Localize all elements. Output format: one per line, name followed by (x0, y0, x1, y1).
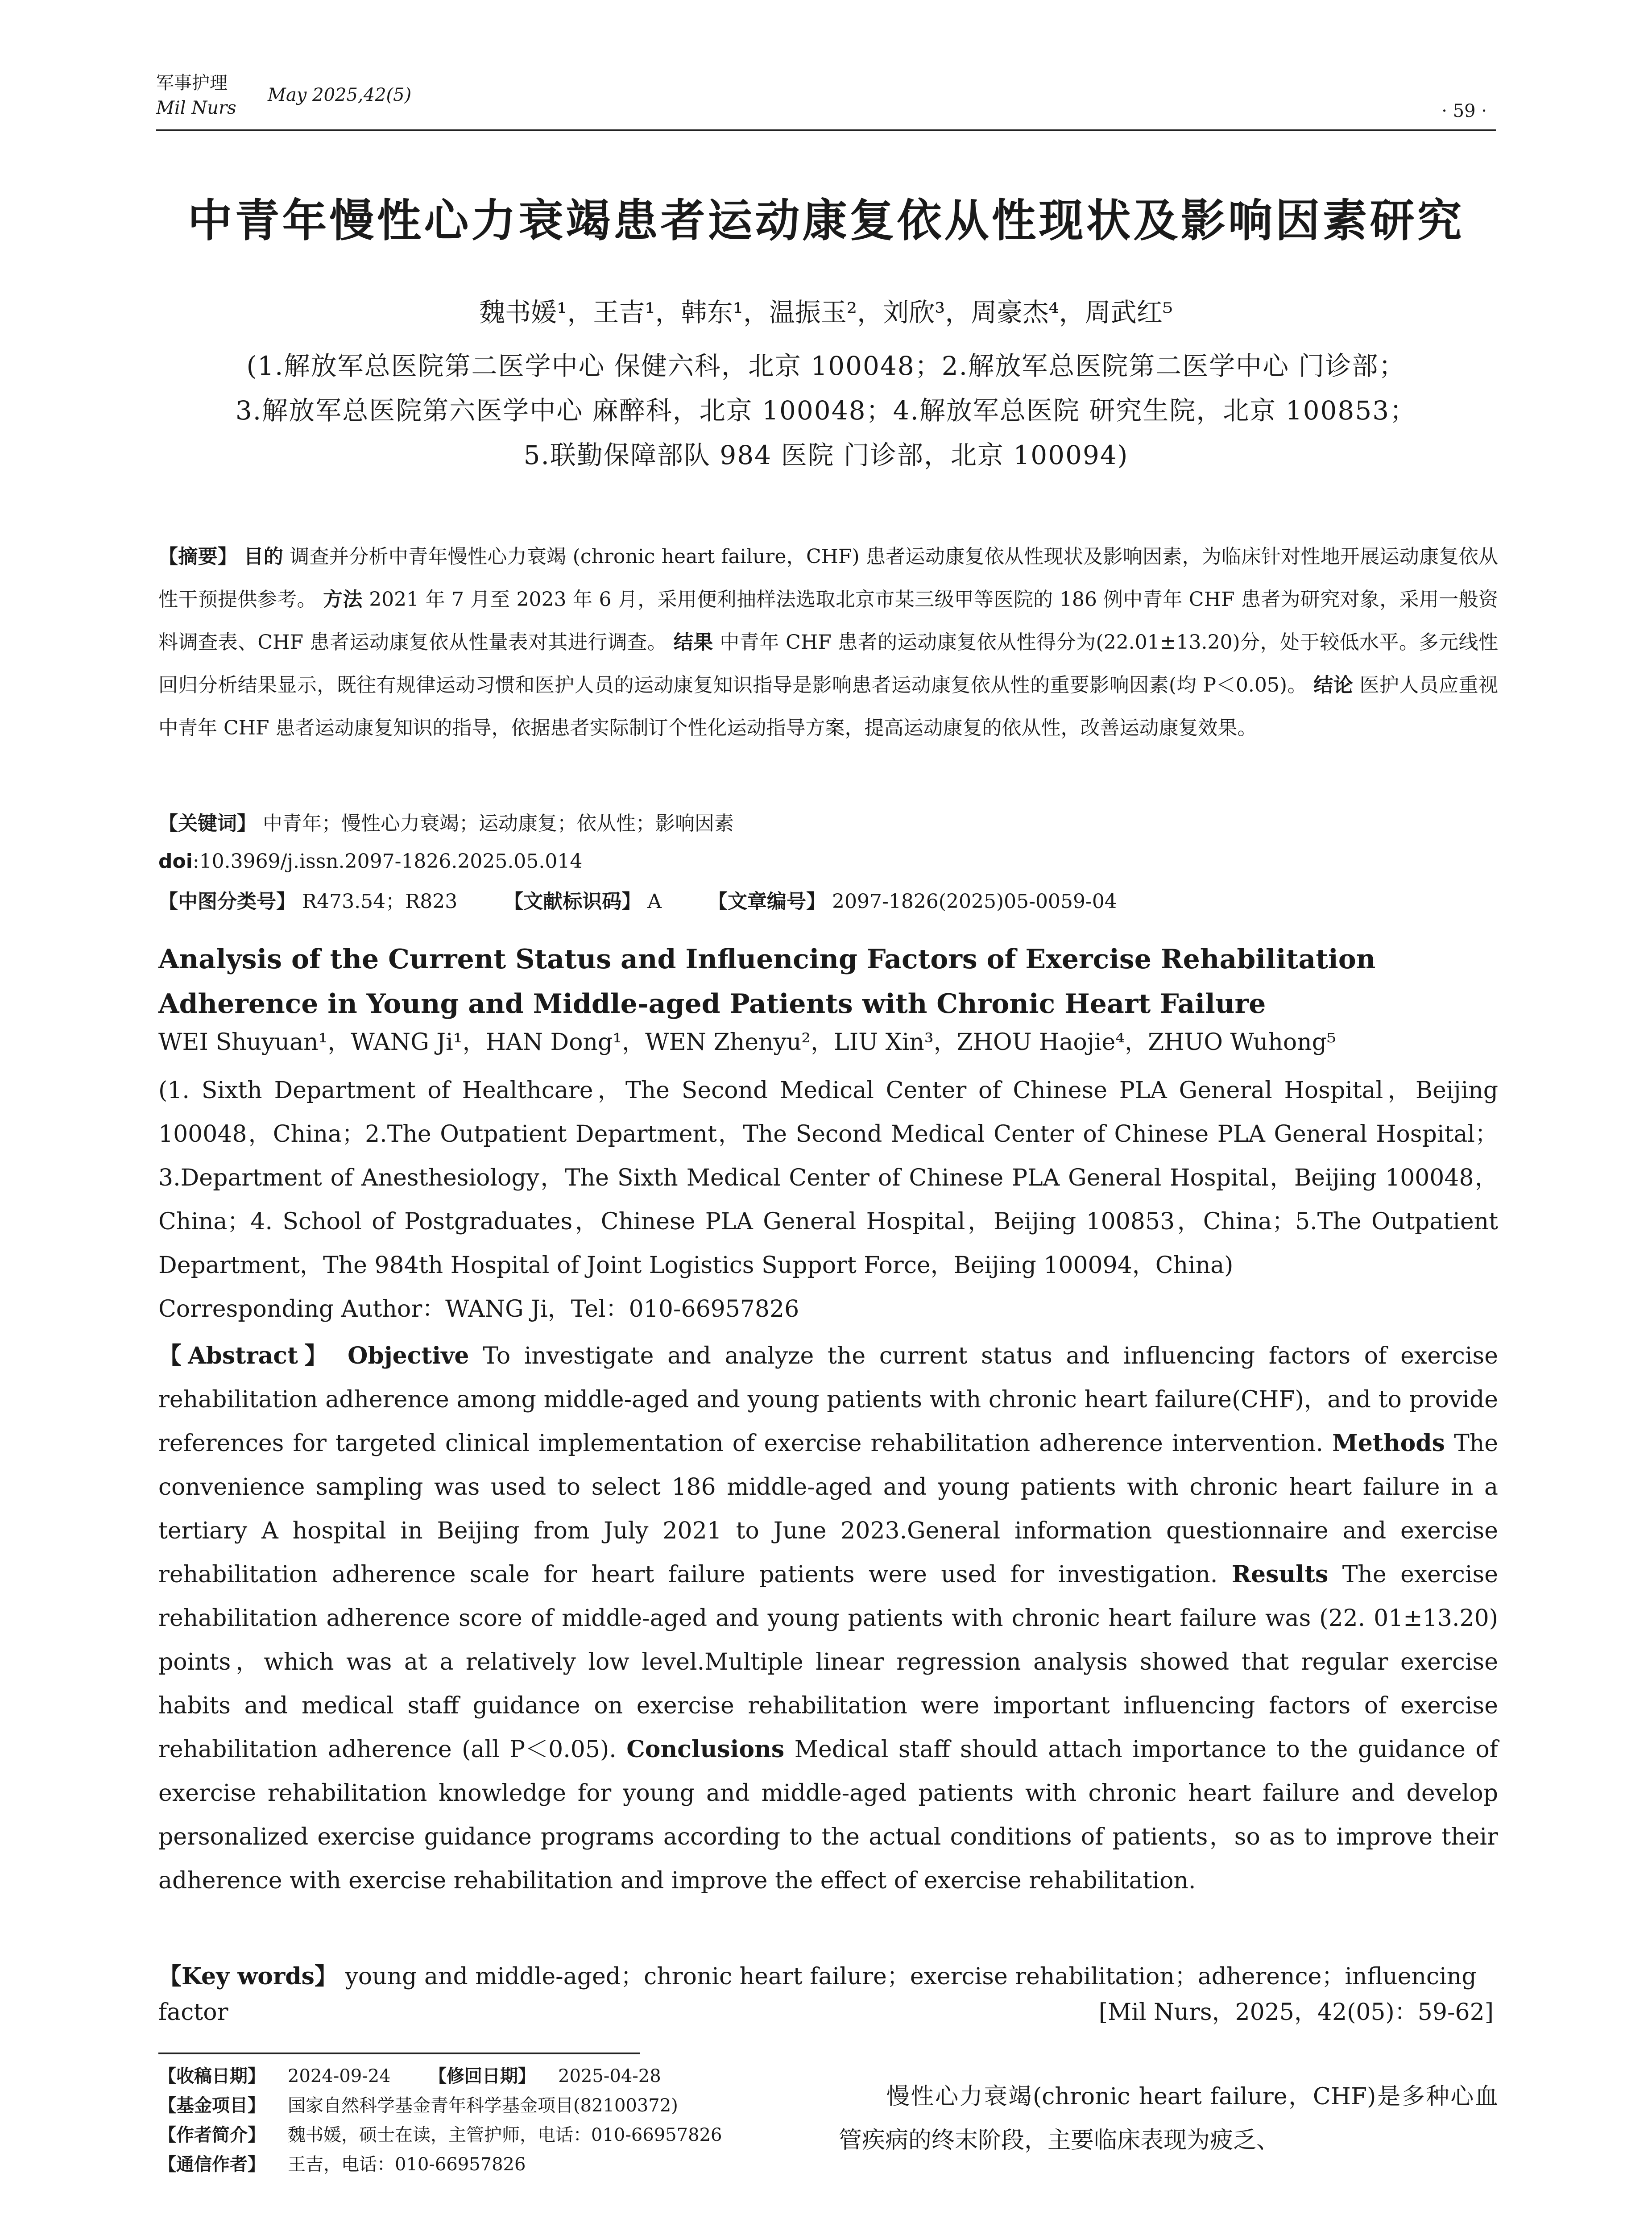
affiliation-line: 3.解放军总医院第六医学中心 麻醉科，北京 100048；4.解放军总医院 研究生院，北京 100853； (235, 395, 1417, 426)
doi-link[interactable]: :10.3969/j.issn.2097-1826.2025.05.014 (192, 850, 583, 873)
english-authors: WEI Shuyuan¹，WANG Ji¹，HAN Dong¹，WEN Zhenyu²，LIU Xin³，ZHOU Haojie⁴，ZHUO Wuhong⁵ (158, 1029, 1336, 1056)
english-affiliation (158, 1069, 1498, 1331)
doi-line (158, 846, 1498, 878)
clc-label: 【中图分类号】 (158, 890, 296, 913)
zh-methods: 2021 年 7 月至 2023 年 6 月，采用便利抽样法选取北京市某三级甲等医院的 186 例中青年 CHF 患者为研究对象，采用一般资料调查表、CHF 患者运动康复依从性量表对其进行调查。 (158, 588, 1498, 654)
footnote-rule (158, 2053, 640, 2054)
footnote-dates (158, 2061, 828, 2091)
author-bio-value: 魏书媛，硕士在读，主管护师，电话：010-66957826 (288, 2125, 722, 2145)
zh-keywords-text: 中青年；慢性心力衰竭；运动康复；依从性；影响因素 (263, 812, 734, 835)
footnote-funding (158, 2091, 828, 2120)
funding-value: 国家自然科学基金青年科学基金项目(82100372) (288, 2095, 678, 2116)
revised-label: 【修回日期】 (429, 2066, 536, 2086)
footnote-correspondence (158, 2150, 828, 2179)
english-abstract (158, 1334, 1498, 1903)
received-date: 2024-09-24 (288, 2066, 391, 2086)
zh-abstract-label: 【摘要】 (158, 545, 238, 568)
doi-label: doi (158, 850, 193, 873)
zh-conclusion: 医护人员应重视中青年 CHF 患者运动康复知识的指导，依据患者实际制订个性化运动指导方案，提高运动康复的依从性，改善运动康复效果。 (158, 674, 1498, 739)
affiliation-line: 5.联勤保障部队 984 医院 门诊部，北京 100094) (523, 440, 1129, 470)
body-text (839, 2075, 1498, 2162)
en-results-label: Results (1231, 1561, 1329, 1588)
en-abstract-label: 【Abstract】 (158, 1342, 334, 1369)
journal-name-zh: 军事护理 (156, 73, 228, 93)
zh-results: 中青年 CHF 患者的运动康复依从性得分为(22.01±13.20)分，处于较低水平。多元线性回归分析结果显示，既往有规律运动习惯和医护人员的运动康复知识指导是影响患者运动康复依从性的重要影响因素(均 P＜0.05)。 (158, 631, 1498, 697)
article-title: 中青年慢性心力衰竭患者运动康复依从性现状及影响因素研究 (187, 195, 1465, 247)
correspondence-value: 王吉，电话：010-66957826 (288, 2154, 526, 2175)
en-objective-label: Objective (348, 1342, 469, 1369)
affiliation-line: (1.解放军总医院第二医学中心 保健六科，北京 100048；2.解放军总医院第二医学中心 门诊部； (246, 351, 1406, 381)
en-conclusion-label: Conclusions (626, 1736, 785, 1763)
journal-name-en: Mil Nurs (156, 98, 236, 118)
classification-line (158, 886, 1498, 918)
author-bio-label: 【作者简介】 (158, 2125, 265, 2145)
zh-objective-label: 目的 (244, 545, 284, 568)
issue-info: May 2025,42(5) (268, 85, 412, 105)
footnote-author-bio (158, 2120, 828, 2150)
en-methods-label: Methods (1332, 1430, 1445, 1457)
zh-abstract (158, 535, 1498, 750)
en-keywords-text: young and middle-aged；chronic heart failure；exercise rehabilitation；adherence；influencing factor (158, 1963, 1477, 2026)
zh-conclusion-label: 结论 (1313, 674, 1354, 697)
author-list: 魏书媛¹，王吉¹，韩东¹，温振玉²，刘欣³，周豪杰⁴，周武红⁵ (479, 297, 1173, 328)
body-paragraph: 慢性心力衰竭(chronic heart failure，CHF)是多种心血管疾病的终末阶段，主要临床表现为疲乏、 (839, 2083, 1498, 2154)
funding-label: 【基金项目】 (158, 2095, 265, 2116)
article-no-value: 2097-1826(2025)05-0059-04 (832, 890, 1117, 913)
en-keywords-label: 【Key words】 (158, 1963, 338, 1990)
en-objective: To investigate and analyze the current status and influencing factors of exercise rehabilitation adherence among middle-aged and young patients with chronic heart failure(CHF)，and to provide references for targeted clinical implementation of exercise rehabilitation adherence intervention. (158, 1343, 1499, 1457)
english-title: Analysis of the Current Status and Influencing Factors of Exercise Rehabilitation Adherence in Young and Middle-aged Patients with Chronic Heart Failure (158, 944, 1376, 1020)
citation: [Mil Nurs，2025，42(05)：59-62] (1098, 1999, 1494, 2026)
article-no-label: 【文章编号】 (708, 890, 826, 913)
english-affiliation-text: (1. Sixth Department of Healthcare，The Second Medical Center of Chinese PLA General Hospital，Beijing 100048，China；2.The Outpatient Department，The Second Medical Center of Chinese PLA General Hospital；3.Department of Anesthesiology，The Sixth Medical Center of Chinese PLA General Hospital，Beijing 100048，China；4. School of Postgraduates，Chinese PLA General Hospital，Beijing 100853，China；5.The Outpatient Department，The 984th Hospital of Joint Logistics Support Force，Beijing 100094，China) (158, 1077, 1498, 1279)
journal-name (156, 70, 236, 120)
footnotes (158, 2061, 828, 2179)
revised-date: 2025-04-28 (558, 2066, 661, 2086)
affiliations (152, 344, 1500, 477)
zh-objective: 调查并分析中青年慢性心力衰竭 (chronic heart failure，CHF) 患者运动康复依从性现状及影响因素，为临床针对性地开展运动康复依从性干预提供参考。 (158, 545, 1498, 611)
en-results: The exercise rehabilitation adherence score of middle-aged and young patients with chronic heart failure was (22. 01±13.20) points，which was at a relatively low level.Multiple linear regression analysis showed that regular exercise habits and medical staff guidance on exercise rehabilitation were important influencing factors of exercise rehabilitation adherence (all P＜0.05). (158, 1561, 1499, 1763)
zh-keywords-label: 【关键词】 (158, 812, 257, 835)
received-label: 【收稿日期】 (158, 2066, 265, 2086)
en-methods: The convenience sampling was used to select 186 middle-aged and young patients with chronic heart failure in a tertiary A hospital in Beijing from July 2021 to June 2023.General information questionnaire and exercise rehabilitation adherence scale for heart failure patients were used for investigation. (158, 1430, 1499, 1588)
zh-results-label: 结果 (673, 631, 713, 654)
en-conclusion: Medical staff should attach importance to the guidance of exercise rehabilitation knowledge for young and middle-aged patients with chronic heart failure and develop personalized exercise guidance programs according to the actual conditions of patients，so as to improve their adherence with exercise rehabilitation and improve the effect of exercise rehabilitation. (158, 1736, 1499, 1894)
zh-methods-label: 方法 (323, 588, 363, 611)
running-header (156, 67, 1496, 131)
doc-code-label: 【文献标识码】 (504, 890, 642, 913)
zh-keywords (158, 808, 1498, 840)
page-number: · 59 · (1441, 101, 1487, 121)
corresponding-author: Corresponding Author：WANG Ji，Tel：010-66957826 (158, 1296, 799, 1323)
doc-code-value: A (647, 890, 662, 913)
clc-value: R473.54；R823 (302, 890, 458, 913)
correspondence-label: 【通信作者】 (158, 2154, 265, 2175)
